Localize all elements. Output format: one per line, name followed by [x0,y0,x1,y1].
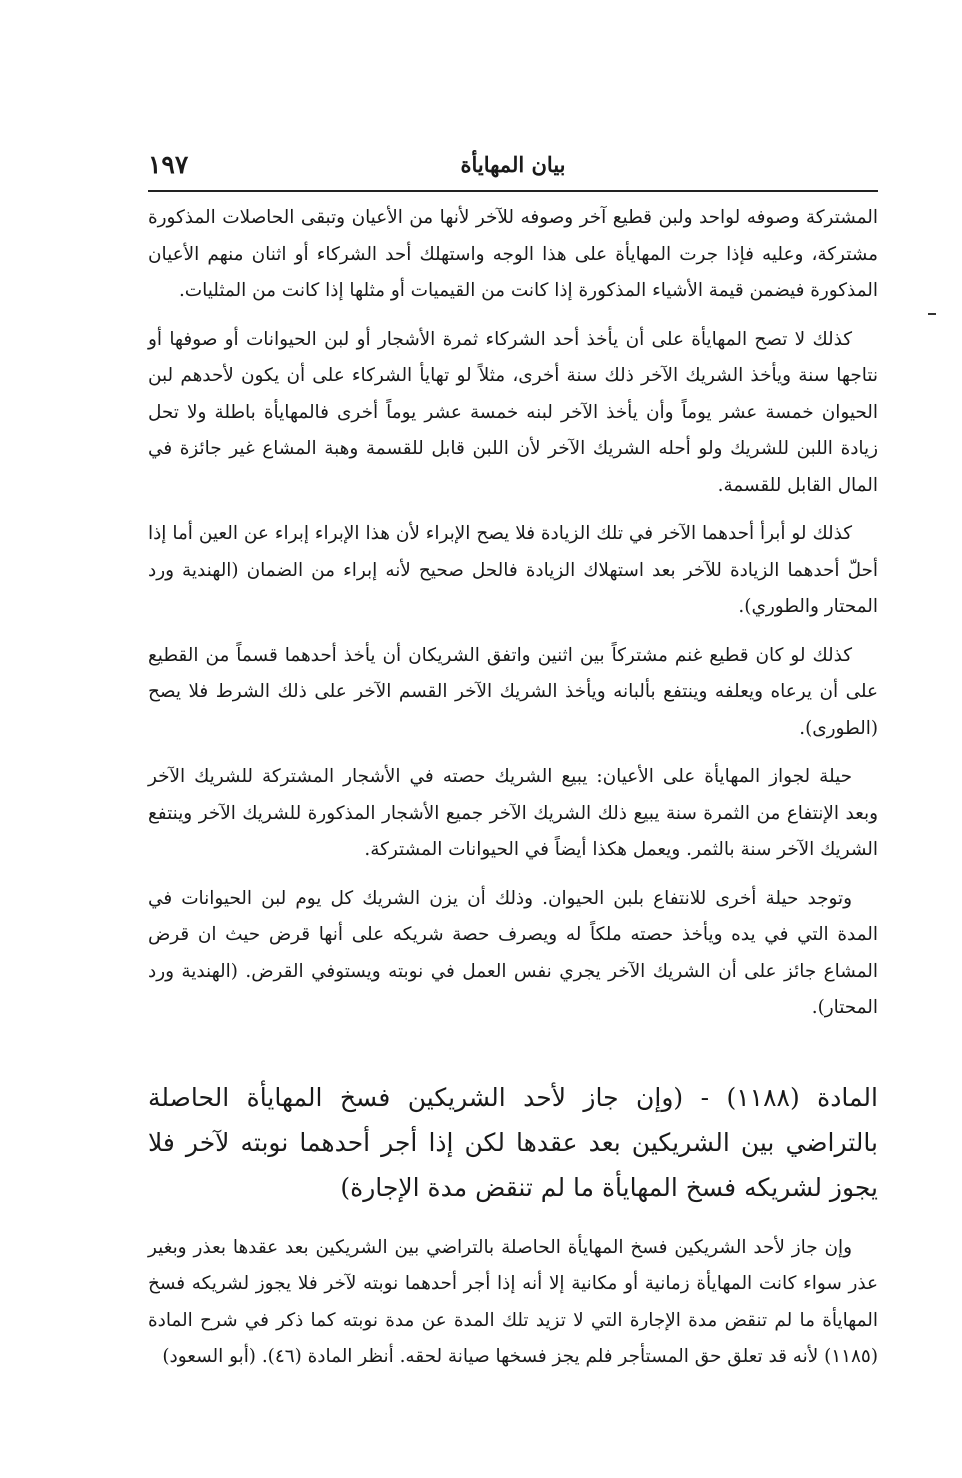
paragraph-2: كذلك لا تصح المهايأة على أن يأخذ أحد الشركاء ثمرة الأشجار أو لبن الحيوانات أو صوفها أو نتاجها سنة ويأخذ الشريك الآخر ذلك سنة أخرى، مثلاً لو تهايأ الشركاء على أن يكون لأحدهم لبن الحيوان خمسة عشر يوماً وأن يأخذ الآخر لبنه خمسة عشر يوماً أخرى فالمهايأة باطلة ولا تحل زيادة اللبن للشريك ولو أحله الشريك الآخر لأن اللبن قابل للقسمة وهبة المشاع غير جائزة في المال القابل للقسمة. [148,328,878,496]
article-explanation: وإن جاز لأحد الشريكين فسخ المهايأة الحاصلة بالتراضي بين الشريكين بعد عقدها بعذر وبغير عذر سواء كانت المهايأة زمانية أو مكانية إلا أنه إذا أجر أحدهما نوبته لآخر فلا يجوز لشريكه فسخ المهايأة ما لم تنقض مدة الإجارة التي لا تزيد تلك المدة عن مدة نوبته كما ذكر في شرح المادة (١١٨٥) لأنه قد تعلق حق المستأجر فلم يجز فسخها صيانة لحقه. أنظر المادة (٤٦). (أبو السعود) [148,1236,878,1367]
margin-mark [928,313,936,315]
paragraph-1: المشتركة وصوفه لواحد ولبن قطيع آخر وصوفه للآخر لأنها من الأعيان وتبقى الحاصلات المذكورة مشتركة، وعليه فإذا جرت المهايأة على هذا الوجه واستهلك أحد الشركاء أو اثنان منهم الأعيان المذكورة فيضمن قيمة الأشياء المذكورة إذا كانت من القيميات أو مثلها إذا كانت من المثليات. [148,207,878,301]
paragraph-3: كذلك لو أبرأ أحدهما الآخر في تلك الزيادة فلا يصح الإبراء لأن هذا الإبراء إبراء عن العين أما إذا أحلّ أحدهما الزيادة للآخر بعد استهلاك الزيادة فالحل صحيح لأنه إبراء من الضمان (الهندية ورد المحتار والطوري). [148,523,878,617]
paragraph-4: كذلك لو كان قطيع غنم مشتركاً بين اثنين واتفق الشريكان أن يأخذ أحدهما قسماً من القطيع على أن يرعاه ويعلفه وينتفع بألبانه ويأخذ الشريك الآخر القسم الآخر على ذلك الشرط فلا يصح (الطورى). [148,644,878,739]
article-1188-heading: المادة (١١٨٨) - (وإن جاز لأحد الشريكين فسخ المهايأة الحاصلة بالتراضي بين الشريكين بعد عقدها لكن إذا أجر أحدهما نوبته لآخر فلا يجوز لشريكه فسخ المهايأة ما لم تنقض مدة الإجارة) [148,1082,878,1202]
page-header [148,150,878,192]
paragraph-5: حيلة لجواز المهايأة على الأعيان: يبيع الشريك حصته في الأشجار المشتركة للشريك الآخر وبعد الإنتفاع من الثمرة سنة يبيع ذلك الشريك الآخر جميع الأشجار المذكورة للشريك الآخر وينتفع الشريك الآخر سنة بالثمر. ويعمل هكذا أيضاً في الحيوانات المشتركة. [148,766,878,860]
running-title: بيان المهايأة [460,152,566,177]
book-page [148,150,878,1388]
page-body [148,200,878,1376]
page-number: ١٩٧ [148,150,189,179]
paragraph-6: وتوجد حيلة أخرى للانتفاع بلبن الحيوان. وذلك أن يزن الشريك كل يوم لبن الحيوانات في المدة التي في يده ويأخذ حصته ملكاً له ويصرف حصة شريكه على أنها قرض حيث ان قرض المشاع جائز على أن الشريك الآخر يجري نفس العمل في نوبته ويستوفي القرض. (الهندية ورد المحتار). [148,887,878,1018]
